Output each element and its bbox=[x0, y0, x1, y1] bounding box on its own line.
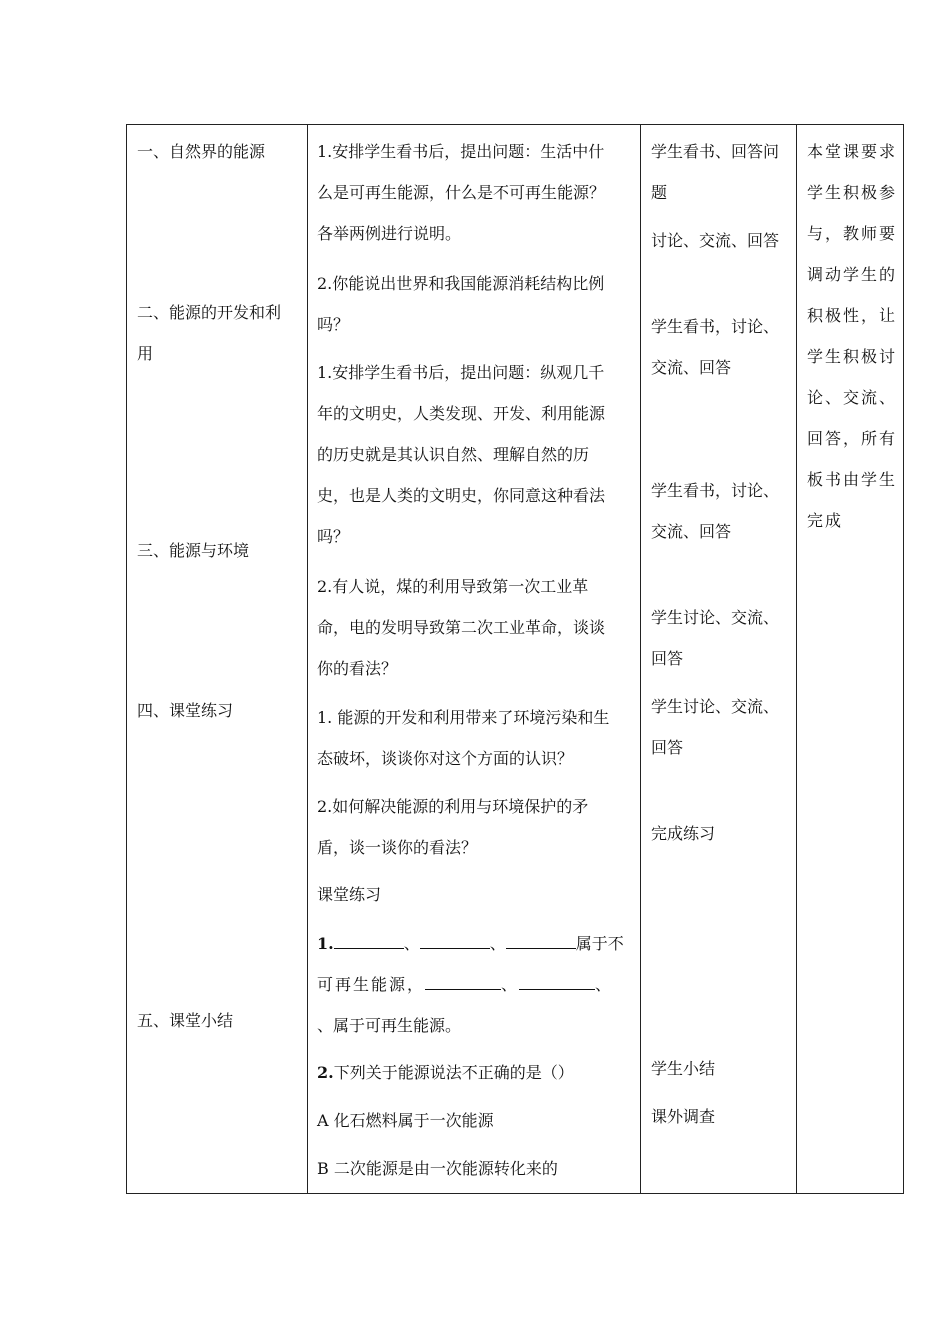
text-line: 可再生能源， bbox=[317, 975, 426, 994]
text-line: 学生讨论、交流、 bbox=[651, 697, 780, 716]
section-title: 四、课堂练习 bbox=[137, 701, 234, 720]
text-line: 积极性，让 bbox=[807, 306, 898, 325]
text-line: 下列关于能源说法不正确的是（） bbox=[333, 1063, 574, 1082]
text-line: 吗？ bbox=[317, 315, 350, 334]
section-title: 一、自然界的能源 bbox=[137, 142, 266, 161]
text-line: 1.安排学生看书后，提出问题：纵观几千 bbox=[317, 363, 605, 382]
exercise-1-line bbox=[317, 934, 624, 954]
section-title: 用 bbox=[137, 344, 154, 363]
text-line: 板书由学生 bbox=[807, 470, 898, 489]
text-line: 1. 能源的开发和利用带来了环境污染和生 bbox=[317, 708, 610, 727]
text-line: 调动学生的 bbox=[807, 265, 898, 284]
text-line: 完成练习 bbox=[651, 824, 716, 843]
text-line: 的历史就是其认识自然、理解自然的历 bbox=[317, 445, 590, 464]
text-line: 题 bbox=[651, 183, 668, 202]
column-divider bbox=[307, 125, 308, 1193]
text-line: 1.安排学生看书后，提出问题：生活中什 bbox=[317, 142, 605, 161]
text-line: 吗？ bbox=[317, 527, 350, 546]
lesson-plan-table bbox=[126, 124, 904, 1194]
text-line: 2.如何解决能源的利用与环境保护的矛 bbox=[317, 797, 589, 816]
text-line: 属于不 bbox=[575, 934, 624, 953]
exercise-2-line bbox=[317, 1063, 574, 1083]
text-line: 史，也是人类的文明史，你同意这种看法 bbox=[317, 486, 606, 505]
section-title: 三、能源与环境 bbox=[137, 541, 250, 560]
exercise-1-line bbox=[317, 975, 613, 995]
text-line: 学生小结 bbox=[651, 1059, 716, 1078]
exercise-number: 1. bbox=[317, 934, 334, 953]
exercise-number: 2. bbox=[317, 1063, 334, 1082]
text-line: 交流、回答 bbox=[651, 522, 732, 541]
text-line: 课外调查 bbox=[651, 1107, 716, 1126]
text-line: 学生积极讨 bbox=[807, 347, 898, 366]
section-title: 二、能源的开发和利 bbox=[137, 303, 282, 322]
text-line: 盾，谈一谈你的看法？ bbox=[317, 838, 478, 857]
text-line: 论、交流、 bbox=[807, 388, 898, 407]
section-title: 五、课堂小结 bbox=[137, 1011, 234, 1030]
text-line: 回答 bbox=[651, 738, 684, 757]
separator: 、 bbox=[489, 934, 506, 953]
text-line: 学生讨论、交流、 bbox=[651, 608, 780, 627]
column-divider bbox=[640, 125, 641, 1193]
text-line: 学生看书，讨论、 bbox=[651, 317, 780, 336]
text-line: 回答，所有 bbox=[807, 429, 898, 448]
text-line: 2.你能说出世界和我国能源消耗结构比例 bbox=[317, 274, 605, 293]
separator: 、 bbox=[501, 975, 520, 994]
text-line: 学生积极参 bbox=[807, 183, 898, 202]
option-a: A 化石燃料属于一次能源 bbox=[317, 1111, 494, 1130]
separator: 、 bbox=[595, 975, 614, 994]
text-line: 年的文明史，人类发现、开发、利用能源 bbox=[317, 404, 606, 423]
text-line: 课堂练习 bbox=[317, 885, 382, 904]
text-line: 你的看法？ bbox=[317, 659, 398, 678]
column-divider bbox=[796, 125, 797, 1193]
answer-blank bbox=[334, 934, 404, 949]
text-line: 学生看书，讨论、 bbox=[651, 481, 780, 500]
text-line: 讨论、交流、回答 bbox=[651, 231, 780, 250]
text-line: 命，电的发明导致第二次工业革命，谈谈 bbox=[317, 618, 606, 637]
text-line: 2.有人说，煤的利用导致第一次工业革 bbox=[317, 577, 589, 596]
answer-blank bbox=[420, 934, 490, 949]
text-line: 交流、回答 bbox=[651, 358, 732, 377]
text-line: 、属于可再生能源。 bbox=[317, 1016, 462, 1035]
option-b: B 二次能源是由一次能源转化来的 bbox=[317, 1159, 558, 1178]
text-line: 与，教师要 bbox=[807, 224, 898, 243]
text-line: 本堂课要求 bbox=[807, 142, 898, 161]
text-line: 各举两例进行说明。 bbox=[317, 224, 462, 243]
text-line: 回答 bbox=[651, 649, 684, 668]
answer-blank bbox=[519, 975, 595, 990]
text-line: 学生看书、回答问 bbox=[651, 142, 780, 161]
answer-blank bbox=[506, 934, 576, 949]
text-line: 么是可再生能源，什么是不可再生能源？ bbox=[317, 183, 606, 202]
answer-blank bbox=[425, 975, 501, 990]
text-line: 完成 bbox=[807, 511, 844, 530]
separator: 、 bbox=[403, 934, 420, 953]
text-line: 态破坏，谈谈你对这个方面的认识？ bbox=[317, 749, 574, 768]
